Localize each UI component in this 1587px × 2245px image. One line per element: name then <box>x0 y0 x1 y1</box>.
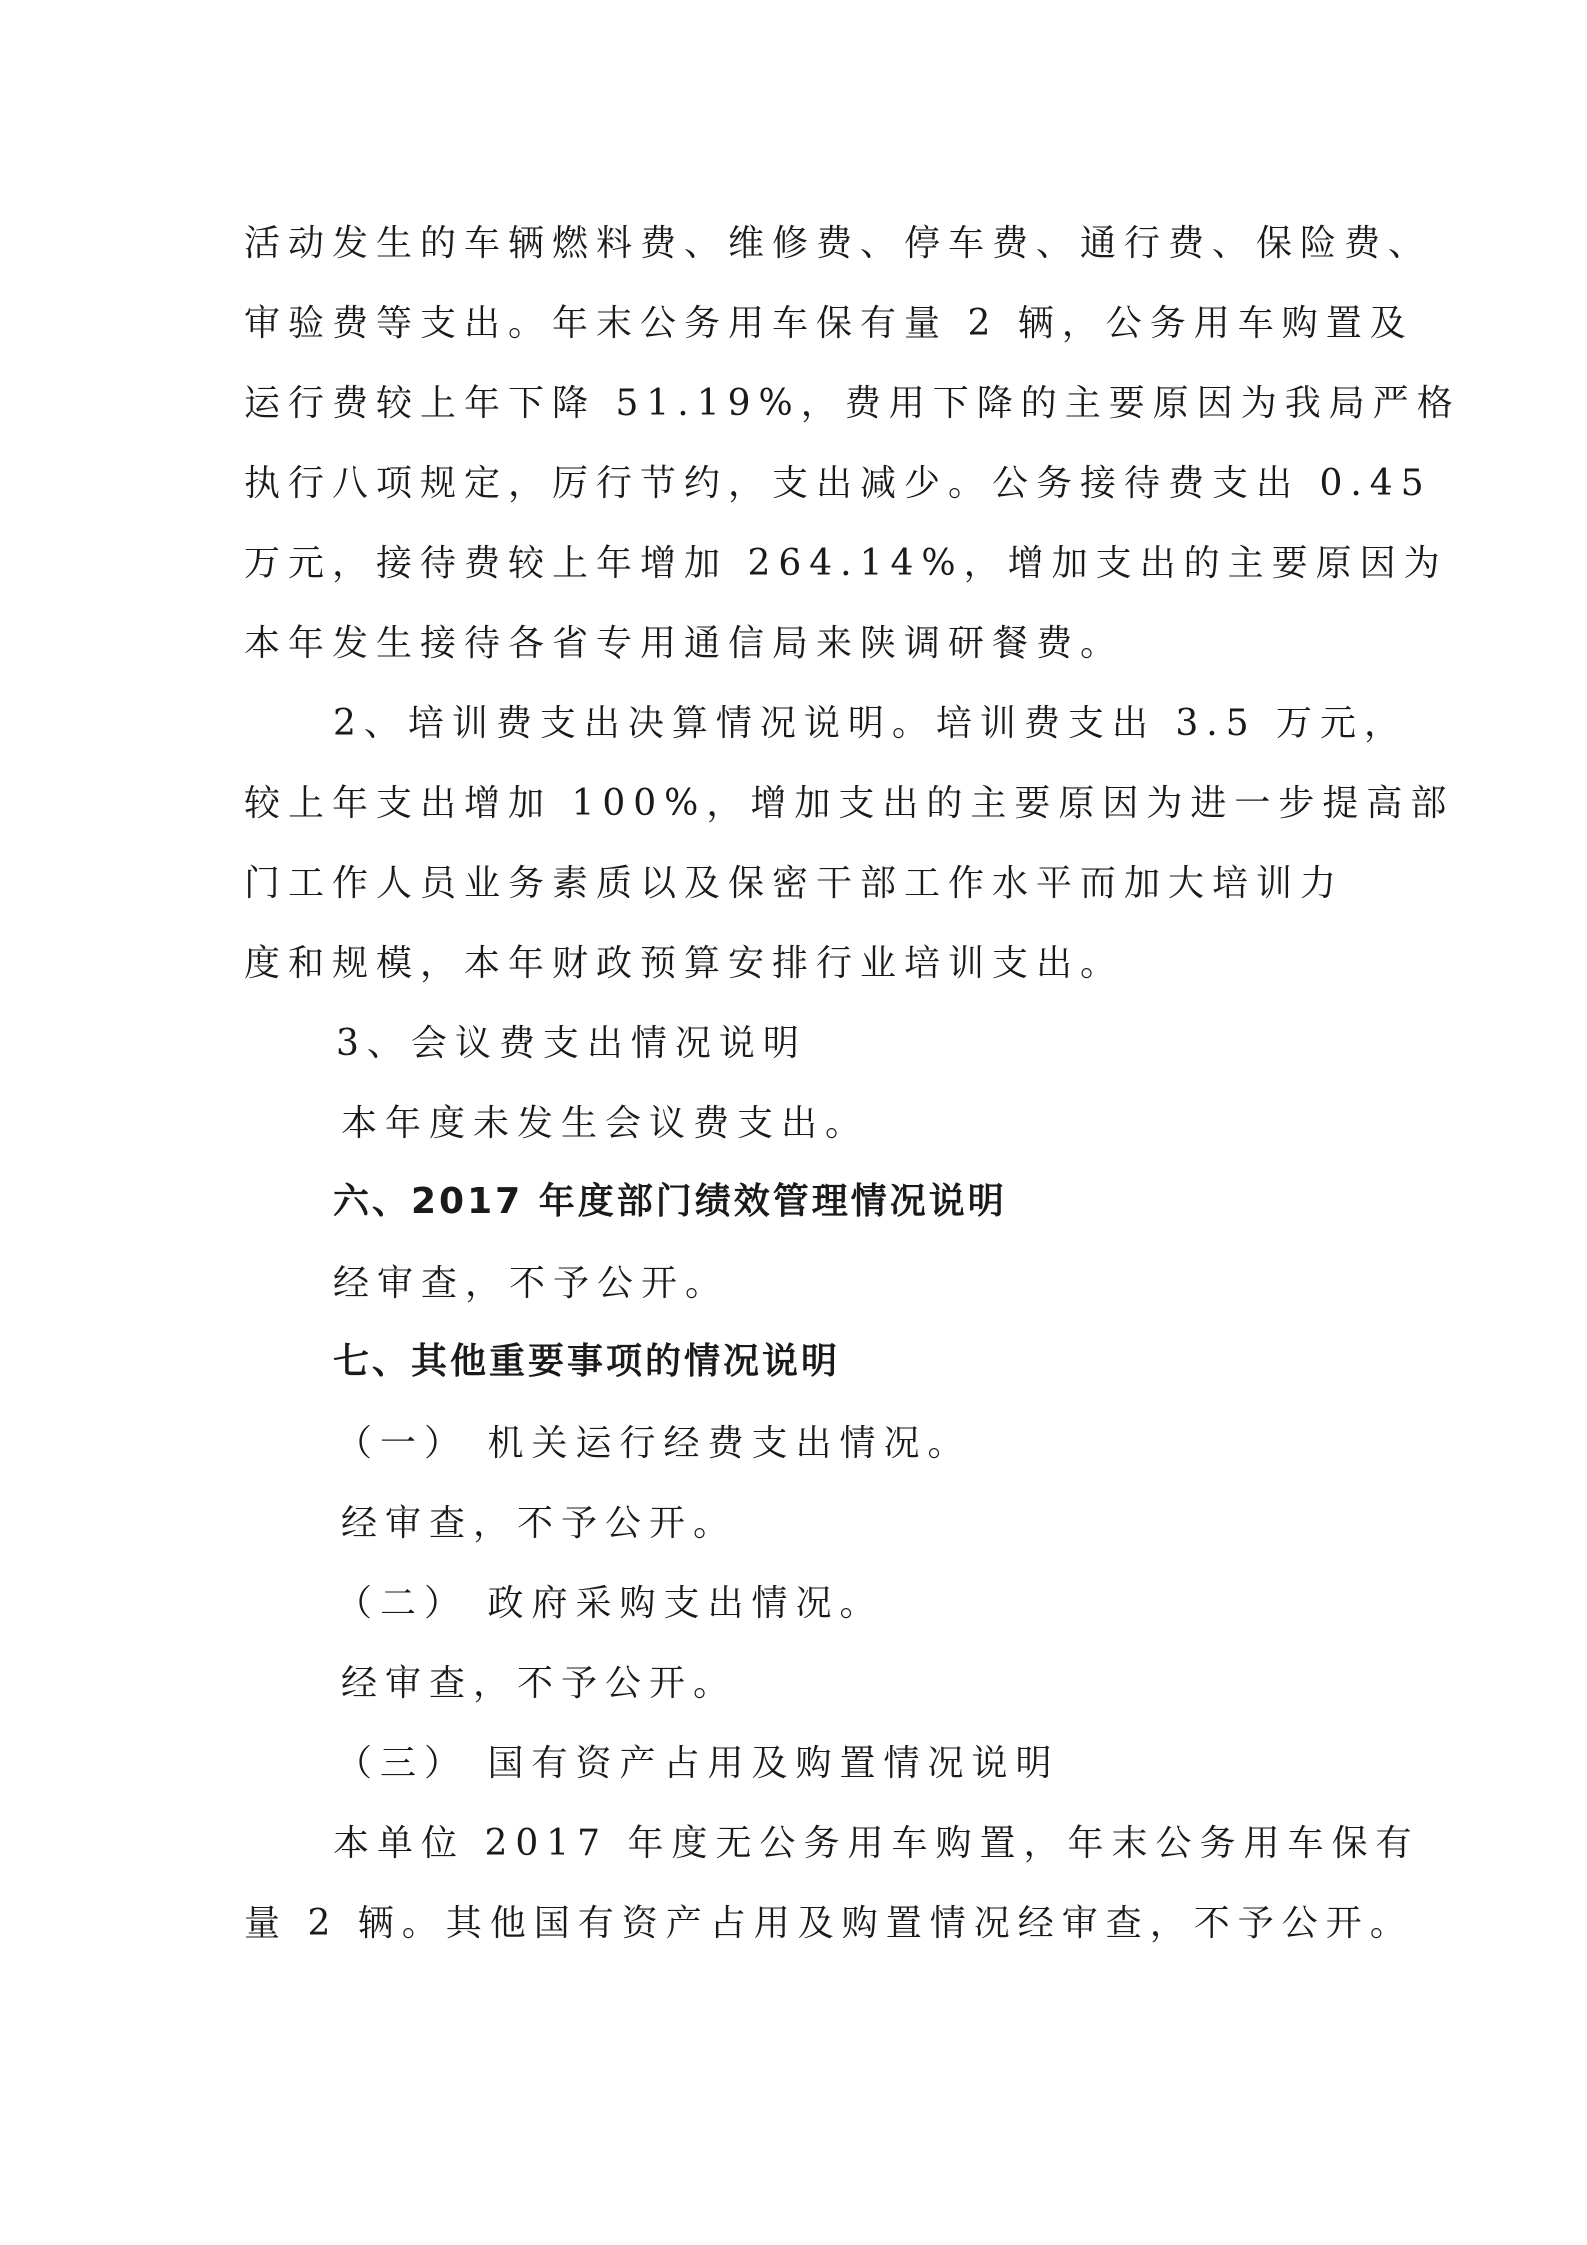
paragraph-line: 度和规模，本年财政预算安排行业培训支出。 <box>244 943 1125 984</box>
section-subheading: （一） 机关运行经费支出情况。 <box>336 1423 972 1464</box>
paragraph-line: 活动发生的车辆燃料费、维修费、停车费、通行费、保险费、 <box>244 223 1433 264</box>
paragraph-line: 2、培训费支出决算情况说明。培训费支出 3.5 万元， <box>333 703 1409 744</box>
paragraph-line: 较上年支出增加 100%，增加支出的主要原因为进一步提高部 <box>244 783 1455 824</box>
section-heading: 六、2017 年度部门绩效管理情况说明 <box>333 1181 1007 1222</box>
section-subheading: 3、会议费支出情况说明 <box>336 1023 807 1064</box>
section-subheading: （三） 国有资产占用及购置情况说明 <box>336 1743 1060 1784</box>
paragraph-line: 执行八项规定，厉行节约，支出减少。公务接待费支出 0.45 <box>244 463 1432 504</box>
paragraph-line: 经审查，不予公开。 <box>341 1503 738 1544</box>
paragraph-line: 运行费较上年下降 51.19%，费用下降的主要原因为我局严格 <box>244 383 1461 424</box>
section-heading: 七、其他重要事项的情况说明 <box>333 1341 841 1382</box>
paragraph-line: 本年度未发生会议费支出。 <box>341 1103 870 1144</box>
paragraph-line: 量 2 辆。其他国有资产占用及购置情况经审查，不予公开。 <box>244 1903 1414 1944</box>
paragraph-line: 门工作人员业务素质以及保密干部工作水平而加大培训力 <box>244 863 1345 904</box>
paragraph-line: 审验费等支出。年末公务用车保有量 2 辆，公务用车购置及 <box>244 303 1414 344</box>
paragraph-line: 本单位 2017 年度无公务用车购置，年末公务用车保有 <box>333 1823 1420 1864</box>
paragraph-line: 本年发生接待各省专用通信局来陕调研餐费。 <box>244 623 1125 664</box>
section-subheading: （二） 政府采购支出情况。 <box>336 1583 884 1624</box>
paragraph-line: 万元，接待费较上年增加 264.14%，增加支出的主要原因为 <box>244 543 1448 584</box>
paragraph-line: 经审查，不予公开。 <box>341 1663 738 1704</box>
paragraph-line: 经审查，不予公开。 <box>333 1263 730 1304</box>
